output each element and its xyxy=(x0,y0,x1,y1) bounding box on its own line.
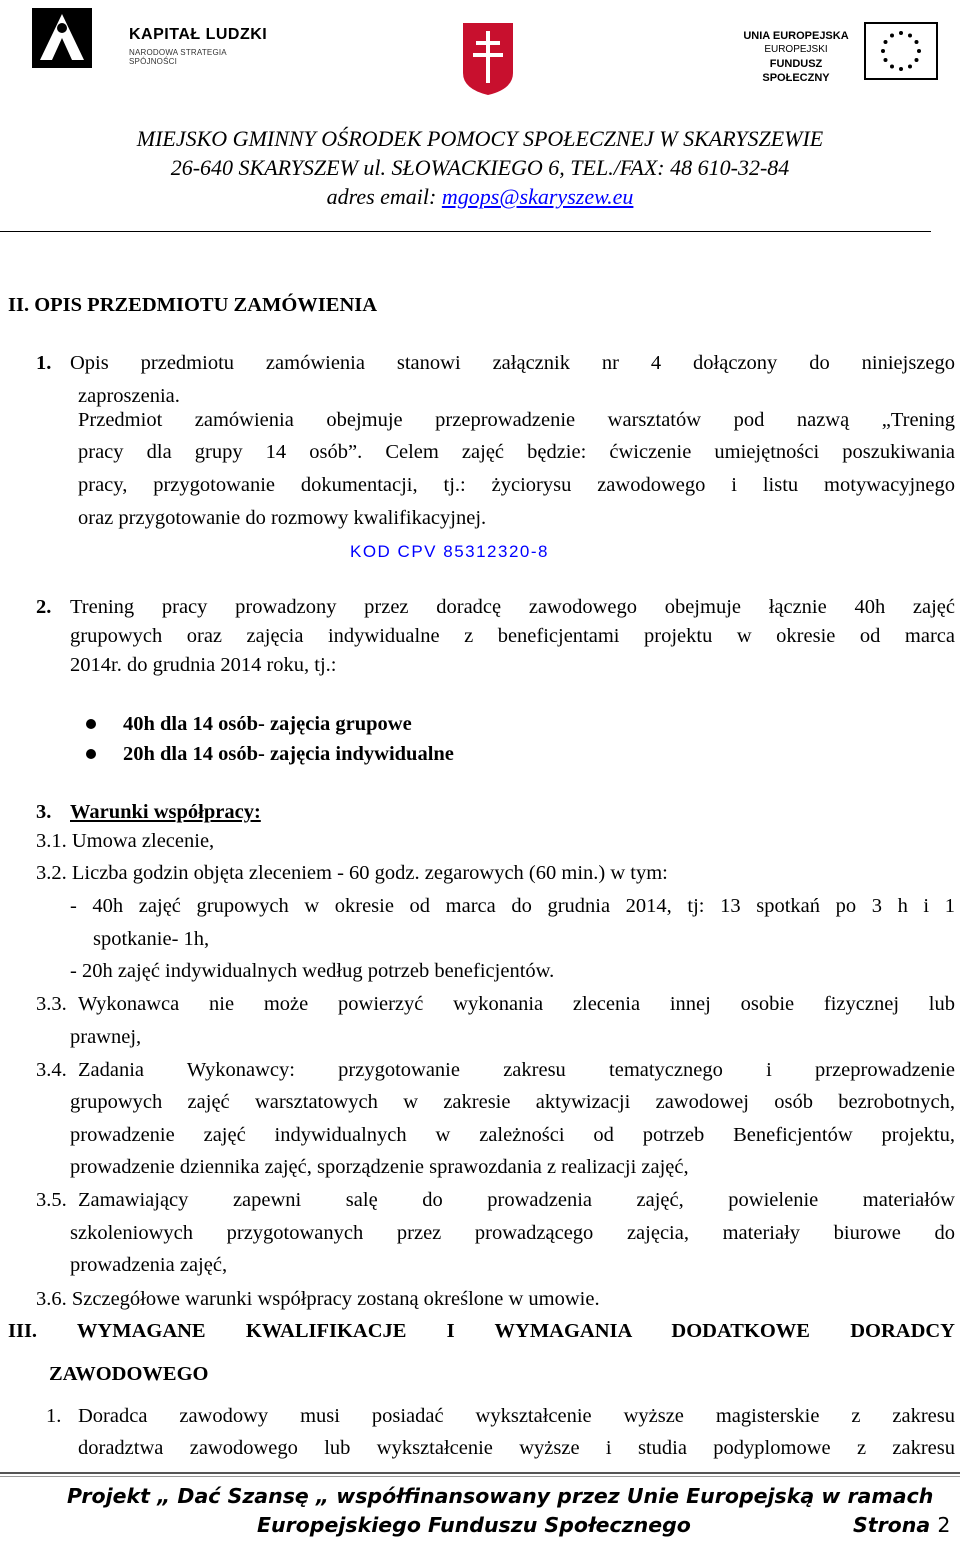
bullet-item-2: 20h dla 14 osób- zajęcia indywidualne xyxy=(123,743,454,765)
org-name: MIEJSKO GMINNY OŚRODEK POMOCY SPOŁECZNEJ W SKARYSZEWIE xyxy=(136,126,824,151)
bullet-item-1: 40h dla 14 osób- zajęcia grupowe xyxy=(123,713,412,735)
footer-line-2: Europejskiego Funduszu Społecznego xyxy=(257,1513,691,1537)
section-iii-item-1-number: 1. xyxy=(46,1405,62,1427)
eu-flag-icon xyxy=(864,22,938,80)
bullet-dot xyxy=(86,749,96,759)
item-2-number: 2. xyxy=(36,596,52,618)
coat-of-arms-icon xyxy=(463,23,513,95)
item-2-line-1: Trening pracy prowadzony przez doradcę zawodowego obejmuje łącznie 40h zajęć xyxy=(70,596,955,618)
item-3-1: 3.1. Umowa zlecenie, xyxy=(36,830,215,852)
header-divider xyxy=(0,231,931,232)
item-3-3-number: 3.3. xyxy=(36,993,67,1015)
item-1-line-4: pracy dla grupy 14 osób”. Celem zajęć będzie: ćwiczenie umiejętności poszukiwania xyxy=(78,441,955,463)
bullet-dot xyxy=(86,719,96,729)
logo-right-line2: EUROPEJSKI xyxy=(764,44,828,55)
item-3-3-line-2: prawnej, xyxy=(70,1026,142,1048)
org-address: 26-640 SKARYSZEW ul. SŁOWACKIEGO 6, TEL./FAX: 48 610-32-84 xyxy=(170,155,790,180)
item-3-4-line-1: Zadania Wykonawcy: przygotowanie zakresu tematycznego i przeprowadzenie xyxy=(78,1059,955,1081)
item-2-line-2: grupowych oraz zajęcia indywidualne z beneficjentami projektu w okresie od marca xyxy=(70,625,955,647)
section-iii-heading-line-2: ZAWODOWEGO xyxy=(49,1363,209,1385)
item-1-line-5: pracy, przygotowanie dokumentacji, tj.: życiorysu zawodowego i listu motywacyjnego xyxy=(78,474,955,496)
email-label: adres email: xyxy=(326,184,442,209)
eu-social-fund-logo xyxy=(742,22,942,82)
item-3-5-number: 3.5. xyxy=(36,1189,67,1211)
footer-page-number xyxy=(853,1513,950,1537)
footer-line-1: Projekt „ Dać Szansę „ współfinansowany przez Unie Europejską w ramach xyxy=(67,1484,934,1508)
footer-divider xyxy=(0,1472,960,1474)
item-1-line-6: oraz przygotowanie do rozmowy kwalifikacyjnej. xyxy=(78,507,487,529)
item-1-line-1: Opis przedmiotu zamówienia stanowi załącznik nr 4 dołączony do niniejszego xyxy=(70,352,955,374)
section-iii-heading-line-1: III. WYMAGANE KWALIFIKACJE I WYMAGANIA DODATKOWE DORADCY xyxy=(8,1320,955,1342)
item-1-line-3: Przedmiot zamówienia obejmuje przeprowadzenie warsztatów pod nazwą „Trening xyxy=(78,409,955,431)
logo-right-line1: UNIA EUROPEJSKA xyxy=(743,30,849,42)
cpv-code: KOD CPV 85312320-8 xyxy=(350,542,549,561)
item-3-5-line-2: szkoleniowych przygotowanych przez prowadzącego zajęcia, materiały biurowe do xyxy=(70,1222,955,1244)
item-2-line-3: 2014r. do grudnia 2014 roku, tj.: xyxy=(70,654,337,676)
item-3-2-a-line-2: spotkanie- 1h, xyxy=(93,928,210,950)
item-3-4-line-4: prowadzenie dziennika zajęć, sporządzenie sprawozdania z realizacji zajęć, xyxy=(70,1156,689,1178)
page-number: 2 xyxy=(937,1513,951,1537)
item-3-4-number: 3.4. xyxy=(36,1059,67,1081)
item-3-2: 3.2. Liczba godzin objęta zleceniem - 60 godz. zegarowych (60 min.) w tym: xyxy=(36,862,668,884)
item-3-5-line-1: Zamawiający zapewni salę do prowadzenia zajęć, powielenie materiałów xyxy=(78,1189,955,1211)
item-3-2-a-line-1: - 40h zajęć grupowych w okresie od marca do grudnia 2014, tj: 13 spotkań po 3 h i 1 xyxy=(70,895,955,917)
footer-divider-thin xyxy=(0,1476,960,1477)
item-3-4-line-3: prowadzenie zajęć indywidualnych w zależności od potrzeb Beneficjentów projektu, xyxy=(70,1124,955,1146)
item-3-4-line-2: grupowych zajęć warsztatowych w zakresie aktywizacji zawodowej osób bezrobotnych, xyxy=(70,1091,955,1113)
org-email-line xyxy=(0,184,960,210)
kapital-ludzki-emblem-icon xyxy=(32,8,92,68)
item-3-5-line-3: prowadzenia zajęć, xyxy=(70,1254,228,1276)
item-3-6: 3.6. Szczegółowe warunki współpracy zostaną określone w umowie. xyxy=(36,1288,600,1310)
item-3-2-b: - 20h zajęć indywidualnych według potrzeb beneficjentów. xyxy=(70,960,555,982)
logo-right-line3: FUNDUSZ SPOŁECZNY xyxy=(762,58,830,84)
section-ii-heading: II. OPIS PRZEDMIOTU ZAMÓWIENIA xyxy=(8,294,378,316)
item-3-heading: Warunki współpracy: xyxy=(70,801,261,823)
section-iii-item-1-line-1: Doradca zawodowy musi posiadać wykształcenie wyższe magisterskie z zakresu xyxy=(78,1405,955,1427)
page-label: Strona xyxy=(853,1513,931,1537)
logo-left-subtitle: NARODOWA STRATEGIA SPÓJNOŚCI xyxy=(129,48,227,66)
item-3-number: 3. xyxy=(36,801,52,823)
item-1-number: 1. xyxy=(36,352,52,374)
email-link[interactable]: mgops@skaryszew.eu xyxy=(441,184,634,209)
section-iii-item-1-line-2: doradztwa zawodowego lub wykształcenie wyższe i studia podyplomowe z zakresu xyxy=(78,1437,955,1459)
item-3-3-line-1: Wykonawca nie może powierzyć wykonania zlecenia innej osobie fizycznej lub xyxy=(78,993,955,1015)
kapital-ludzki-logo xyxy=(32,8,272,70)
logo-left-title: KAPITAŁ LUDZKI xyxy=(129,26,268,43)
item-1-line-2: zaproszenia. xyxy=(78,385,180,407)
